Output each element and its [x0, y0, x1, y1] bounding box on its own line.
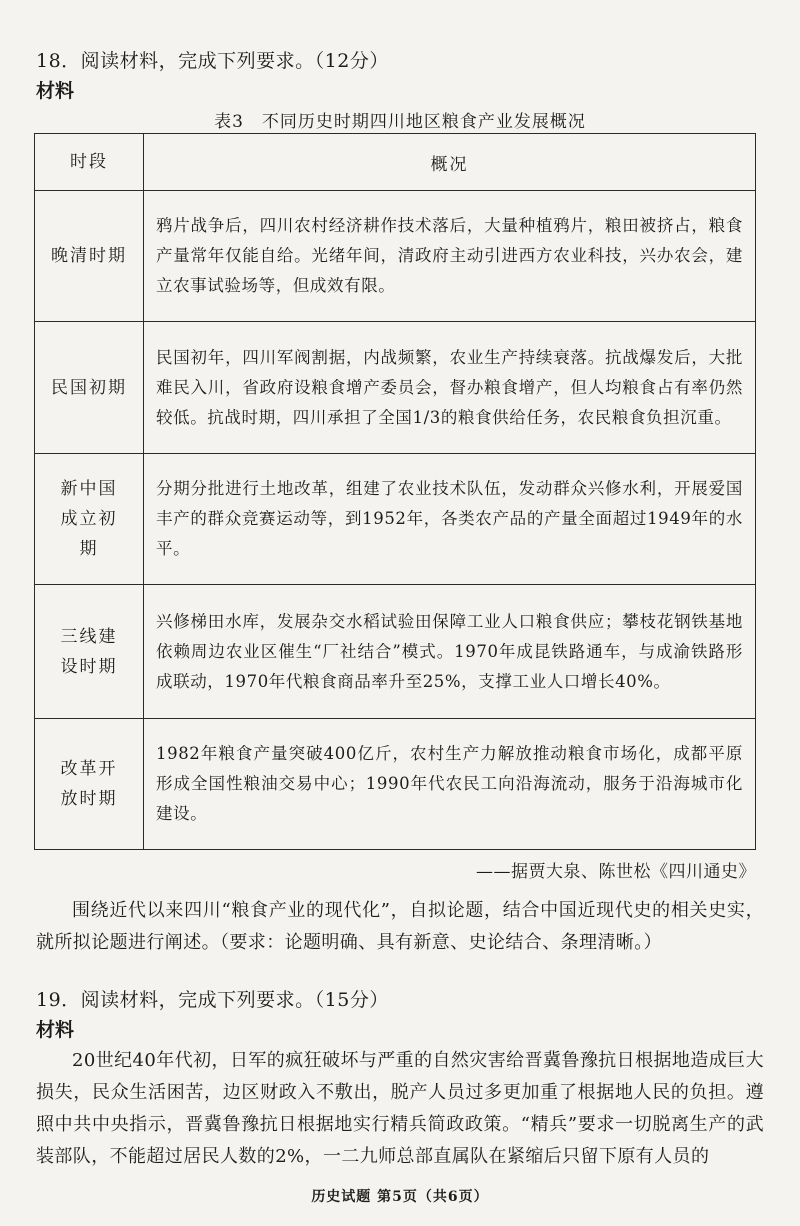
header-overview: 概况	[144, 134, 756, 191]
table-source: ——据贾大泉、陈世松《四川通史》	[476, 862, 756, 882]
question-18-task: 围绕近代以来四川“粮食产业的现代化”，自拟论题，结合中国近现代史的相关史实，就所拟论题进行阐述。（要求：论题明确、具有新意、史论结合、条理清晰。）	[36, 900, 764, 953]
period-cell: 改革开放时期	[35, 719, 144, 850]
question-18-heading: 18．阅读材料，完成下列要求。（12分）	[36, 50, 389, 72]
question-19-material-text: 20世纪40年代初，日军的疯狂破坏与严重的自然灾害给晋冀鲁豫抗日根据地造成巨大损失，民众生活困苦，边区财政入不敷出，脱产人员过多更加重了根据地人民的负担。遵照中共中央指示，晋冀鲁豫抗日根据地实行精兵简政政策。“精兵”要求一切脱离生产的武装部队，不能超过居民人数的2%，一二九师总部直属队在紧缩后只留下原有人员的	[36, 1050, 764, 1167]
overview-cell: 分期分批进行土地改革，组建了农业技术队伍，发动群众兴修水利，开展爱国丰产的群众竞赛运动等，到1952年，各类农产品的产量全面超过1949年的水平。	[144, 454, 756, 585]
table-header-row	[35, 134, 756, 191]
period-cell: 新中国成立初期	[35, 454, 144, 585]
question-19-heading: 19．阅读材料，完成下列要求。（15分）	[36, 989, 389, 1011]
header-period: 时段	[35, 134, 144, 191]
table-row	[35, 454, 756, 585]
period-cell: 民国初期	[35, 322, 144, 454]
page-footer: 历史试题 第5页（共6页）	[311, 1189, 489, 1205]
period-cell: 三线建设时期	[35, 585, 144, 719]
overview-cell: 民国初年，四川军阀割据，内战频繁，农业生产持续衰落。抗战爆发后，大批难民入川，省政府设粮食增产委员会，督办粮食增产，但人均粮食占有率仍然较低。抗战时期，四川承担了全国1/3的粮食供给任务，农民粮食负担沉重。	[144, 322, 756, 454]
question-18-material-label: 材料	[36, 80, 75, 102]
overview-cell: 鸦片战争后，四川农村经济耕作技术落后，大量种植鸦片，粮田被挤占，粮食产量常年仅能自给。光绪年间，清政府主动引进西方农业科技，兴办农会，建立农事试验场等，但成效有限。	[144, 191, 756, 322]
overview-cell: 兴修梯田水库，发展杂交水稻试验田保障工业人口粮食供应；攀枝花钢铁基地依赖周边农业区催生“厂社结合”模式。1970年成昆铁路通车，与成渝铁路形成联动，1970年代粮食商品率升至25%，支撑工业人口增长40%。	[144, 585, 756, 719]
table-row	[35, 585, 756, 719]
table-row	[35, 322, 756, 454]
table-row	[35, 719, 756, 850]
period-cell: 晚清时期	[35, 191, 144, 322]
table-row	[35, 191, 756, 322]
table-caption: 表3 不同历史时期四川地区粮食产业发展概况	[214, 112, 586, 132]
overview-cell: 1982年粮食产量突破400亿斤，农村生产力解放推动粮食市场化，成都平原形成全国性粮油交易中心；1990年代农民工向沿海流动，服务于沿海城市化建设。	[144, 719, 756, 850]
question-19-material-label: 材料	[36, 1019, 75, 1041]
grain-industry-table	[34, 133, 756, 850]
